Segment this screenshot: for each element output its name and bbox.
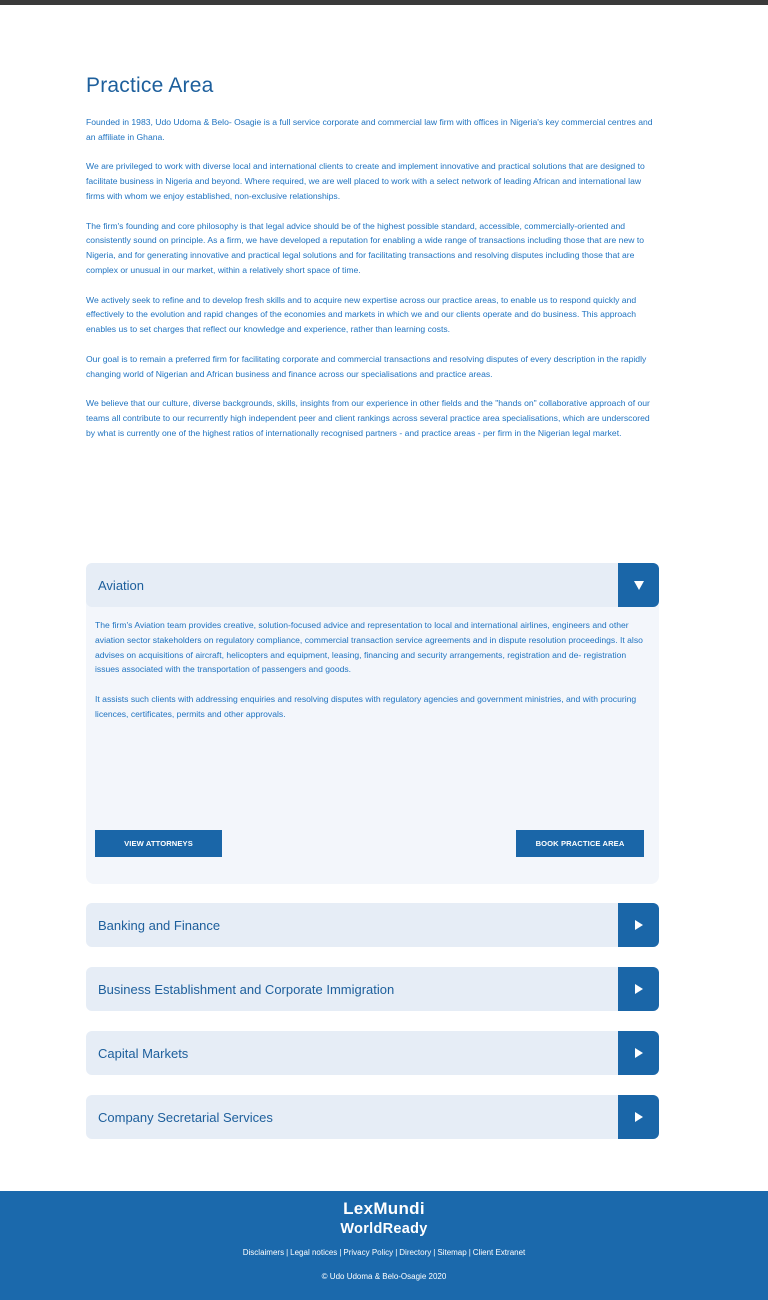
- page-title: Practice Area: [86, 74, 214, 97]
- footer-separator: |: [395, 1248, 398, 1257]
- expand-toggle-button[interactable]: [618, 1095, 659, 1139]
- accordion-item-aviation: [86, 563, 659, 884]
- intro-paragraph: We believe that our culture, diverse backgrounds, skills, insights from our experience in other fields and the "hands on" collaborative approach of our teams all contribute to our recurrently high independent peer and client rankings across several practice area specialisations, which are underscored by what is currently one of the highest ratios of internationally recognised partners - and practice areas - per firm in the Nigerian legal market.: [86, 398, 650, 438]
- expand-toggle-button[interactable]: [618, 967, 659, 1011]
- lexmundi-logo[interactable]: [0, 1199, 768, 1239]
- accordion-title: Capital Markets: [98, 1045, 189, 1061]
- accordion-header-aviation[interactable]: [86, 563, 659, 607]
- footer: [0, 1191, 768, 1300]
- accordion-header[interactable]: [86, 967, 659, 1011]
- footer-separator: |: [433, 1248, 436, 1257]
- accordion-title: Banking and Finance: [98, 917, 221, 933]
- accordion-title: Business Establishment and Corporate Immigration: [98, 981, 395, 997]
- triangle-down-icon: [634, 581, 644, 590]
- expand-toggle-button[interactable]: [618, 1031, 659, 1075]
- footer-link-client-extranet[interactable]: Client Extranet: [472, 1248, 526, 1257]
- accordion-item-business-establishment: [86, 967, 659, 1011]
- footer-separator: |: [286, 1248, 289, 1257]
- accordion-header[interactable]: [86, 1095, 659, 1139]
- top-image-strip: [0, 0, 768, 5]
- accordion-header[interactable]: [86, 903, 659, 947]
- footer-separator: |: [468, 1248, 471, 1257]
- intro-paragraph: Our goal is to remain a preferred firm for facilitating corporate and commercial transactions and resolving disputes of every description in the rapidly changing world of Nigerian and African business and finance across our specialisations and practice areas.: [86, 353, 647, 379]
- accordion-paragraph: The firm's Aviation team provides creative, solution-focused advice and representation to local and international airlines, engineers and other aviation sector stakeholders on regulatory compliance, commercial transaction service agreements and in dispute resolution proceedings. It also advises on acquisitions of aircraft, helicopters and equipment, leasing, financing and security arrangements, registration and de- registration issues associated with the transportation of passengers and goods.: [95, 620, 643, 675]
- accordion-title: Aviation: [98, 577, 145, 593]
- footer-link-legal-notices[interactable]: Legal notices: [290, 1248, 338, 1257]
- logo-line-1: LexMundi: [343, 1199, 425, 1218]
- accordion-paragraph: It assists such clients with addressing enquiries and resolving disputes with regulatory agencies and government ministries, and with procuring licences, certificates, permits and other approvals.: [95, 693, 637, 719]
- copyright: © Udo Udoma & Belo-Osagie 2020: [321, 1272, 447, 1281]
- intro-paragraph: Founded in 1983, Udo Udoma & Belo- Osagie is a full service corporate and commercial law firm with offices in Nigeria's key commercial centres and an affiliate in Ghana.: [86, 117, 653, 142]
- collapse-toggle-button[interactable]: [618, 563, 659, 607]
- footer-separator: |: [339, 1248, 342, 1257]
- accordion-header[interactable]: [86, 1031, 659, 1075]
- footer-link-privacy-policy[interactable]: Privacy Policy: [343, 1248, 394, 1257]
- accordion-body: [86, 607, 659, 722]
- intro-paragraph: We actively seek to refine and to develop fresh skills and to acquire new expertise across our practice areas, to enable us to respond quickly and effectively to the evolution and rapid changes of the economies and markets in which we and our clients operate and do business. This approach enables us to set charges that reflect our knowledge and experience, rather than learning costs.: [86, 294, 637, 335]
- accordion-item-capital-markets: [86, 1031, 659, 1075]
- accordion-item-banking-and-finance: [86, 903, 659, 947]
- footer-link-directory[interactable]: Directory: [399, 1248, 432, 1257]
- triangle-right-icon: [635, 920, 643, 930]
- accordion-title: Company Secretarial Services: [98, 1109, 273, 1125]
- logo-line-2: WorldReady: [340, 1221, 428, 1237]
- intro-paragraph: We are privileged to work with diverse local and international clients to create and implement innovative and practical solutions that are designed to facilitate business in Nigeria and beyond. Where required, we are well placed to work with a select network of leading African and international law firms with whom we enjoy established, non-exclusive relationships.: [86, 161, 645, 201]
- triangle-right-icon: [635, 1048, 643, 1058]
- triangle-right-icon: [635, 1112, 643, 1122]
- footer-links: [0, 1248, 768, 1257]
- footer-link-disclaimers[interactable]: Disclaimers: [242, 1248, 285, 1257]
- triangle-right-icon: [635, 984, 643, 994]
- expand-toggle-button[interactable]: [618, 903, 659, 947]
- book-practice-area-button[interactable]: BOOK PRACTICE AREA: [516, 830, 644, 857]
- intro-paragraph: The firm's founding and core philosophy is that legal advice should be of the highest possible standard, accessible, commercially-oriented and consistently sound on principle. As a firm, we have developed a reputation for enabling a wide range of transactions including those that are new to Nigeria, and for generating innovative and practical legal solutions and for facilitating transactions and resolving disputes including those that are complex or unusual in our market, within a relatively short space of time.: [86, 220, 644, 275]
- view-attorneys-button[interactable]: VIEW ATTORNEYS: [95, 830, 222, 857]
- footer-link-sitemap[interactable]: Sitemap: [437, 1248, 467, 1257]
- intro-text: [86, 115, 660, 455]
- accordion-item-company-secretarial: [86, 1095, 659, 1139]
